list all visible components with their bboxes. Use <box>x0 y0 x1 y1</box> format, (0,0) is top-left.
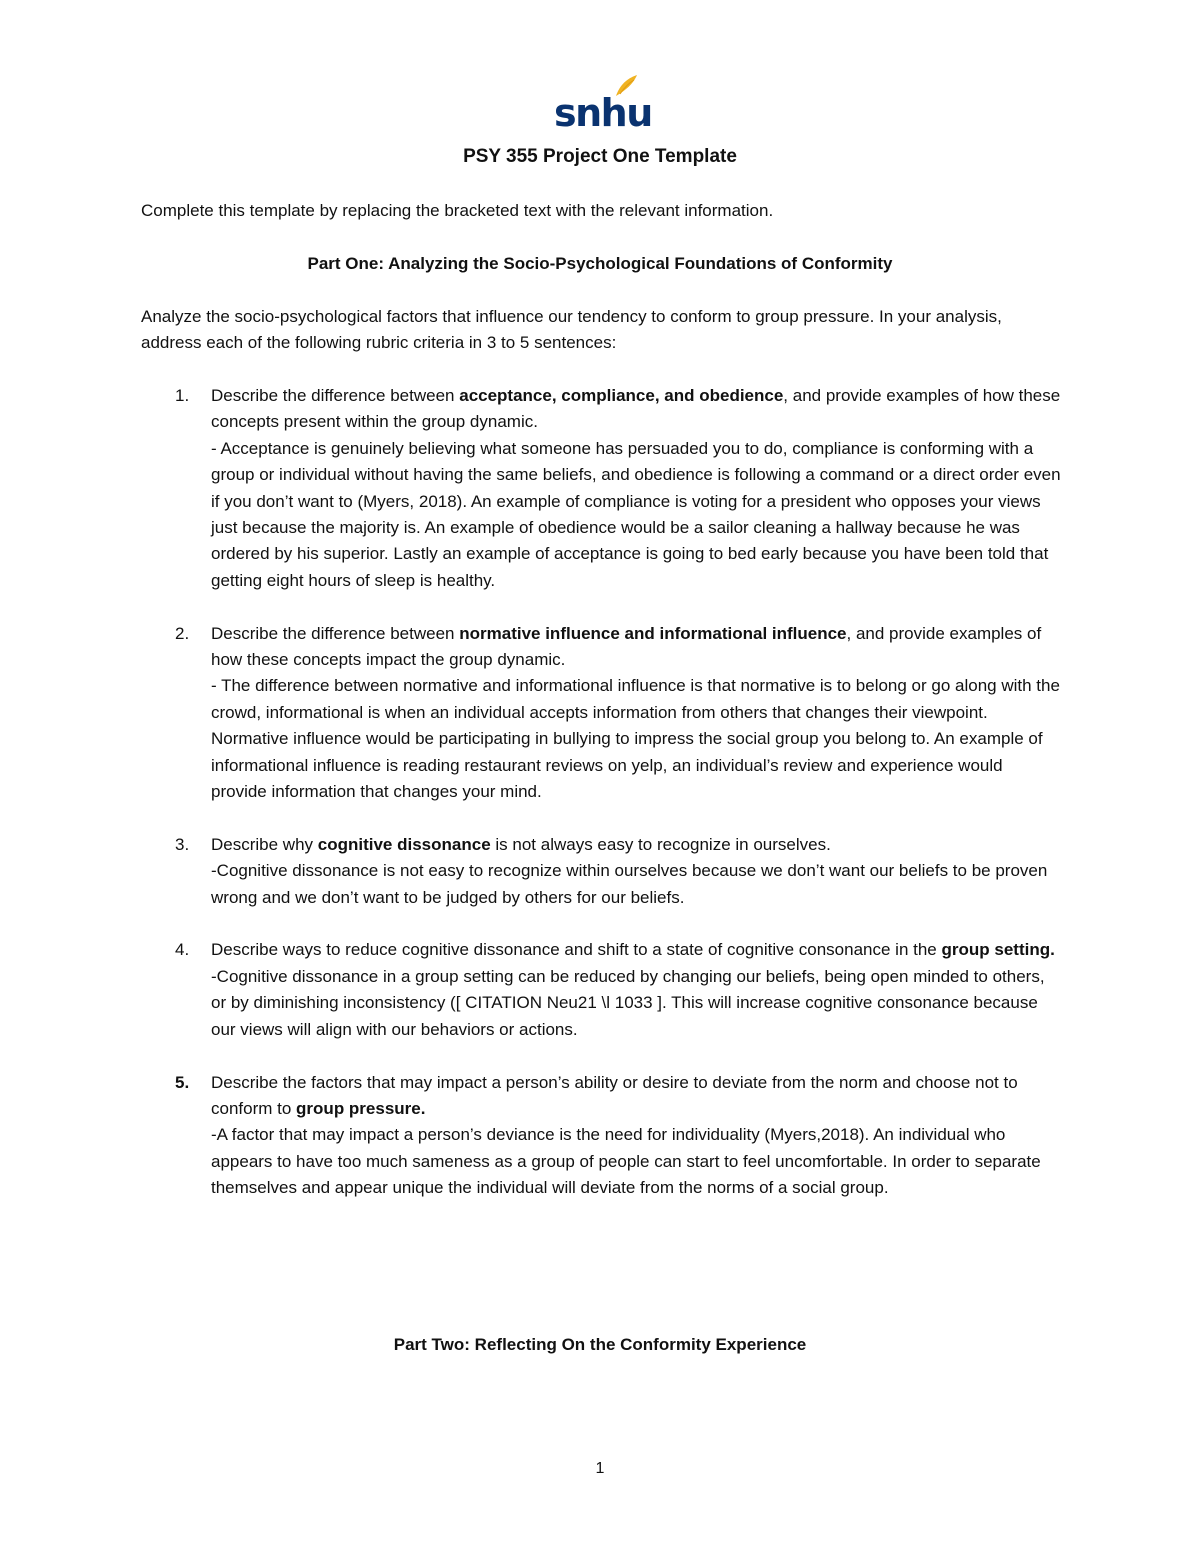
rubric-list <box>141 383 1061 1228</box>
snhu-logo <box>554 74 652 135</box>
item-answer: -A factor that may impact a person’s deviance is the need for individuality (Myers,2018). An individual who appears to have too much sameness as a group of people can start to feel uncomfortable. In order to separate themselves and appear unique the individual will deviate from the norms of a social group. <box>211 1125 1041 1198</box>
item-number: 5. <box>175 1072 190 1092</box>
list-item <box>141 383 1061 594</box>
intro-text: Complete this template by replacing the bracketed text with the relevant information. <box>141 201 774 220</box>
document-title: PSY 355 Project One Template <box>463 146 737 167</box>
part-two-heading: Part Two: Reflecting On the Conformity Experience <box>393 1335 807 1354</box>
item-answer: -Cognitive dissonance is not easy to recognize within ourselves because we don’t want our beliefs to be proven wrong and we don’t want to be judged by others for our beliefs. <box>211 861 1048 907</box>
list-item <box>141 621 1061 806</box>
item-question: Describe why cognitive dissonance is not always easy to recognize in ourselves. <box>211 834 831 854</box>
part-one-heading: Part One: Analyzing the Socio-Psychological Foundations of Conformity <box>307 254 893 273</box>
item-answer: - The difference between normative and informational influence is that normative is to belong or go along with the crowd, informational is when an individual accepts information from others that changes their viewpoint. Normative influence would be participating in bullying to impress the social group you belong to. An example of informational influence is reading restaurant reviews on yelp, an individual’s review and experience would provide information that changes your mind. <box>211 676 1060 802</box>
item-answer: - Acceptance is genuinely believing what someone has persuaded you to do, compliance is conforming with a group or individual without having the same beliefs, and obedience is following a command or a direct order even if you don’t want to (Myers, 2018). An example of compliance is voting for a president who opposes your views just because the majority is. An example of obedience would be a sailor cleaning a hallway because he was ordered by his superior. Lastly an example of acceptance is going to bed early because you have been told that getting eight hours of sleep is healthy. <box>211 438 1061 590</box>
part-one-instructions: Analyze the socio-psychological factors that influence our tendency to conform to group pressure. In your analysis, address each of the following rubric criteria in 3 to 5 sentences: <box>141 307 1002 353</box>
page-number: 1 <box>595 1460 605 1477</box>
list-item <box>141 832 1061 911</box>
item-number: 3. <box>175 834 190 854</box>
list-item <box>141 937 1061 1043</box>
item-number: 1. <box>175 386 190 405</box>
logo-wordmark: snhu <box>554 91 652 135</box>
list-item <box>141 1070 1061 1202</box>
item-question: Describe ways to reduce cognitive dissonance and shift to a state of cognitive consonance in the group setting. <box>211 940 1055 960</box>
item-question: Describe the difference between normative influence and informational influence, and provide examples of how these concepts impact the group dynamic. <box>211 623 1042 670</box>
item-number: 2. <box>175 623 190 643</box>
item-question: Describe the factors that may impact a person’s ability or desire to deviate from the norm and choose not to conform to group pressure. <box>211 1072 1018 1118</box>
item-number: 4. <box>175 940 190 960</box>
item-answer: -Cognitive dissonance in a group setting can be reduced by changing our beliefs, being open minded to others, or by diminishing inconsistency ([ CITATION Neu21 \l 1033 ]. This will increase cognitive consonance because our views will align with our behaviors or actions. <box>211 966 1045 1039</box>
item-question: Describe the difference between acceptance, compliance, and obedience, and provide examples of how these concepts present within the group dynamic. <box>211 386 1061 432</box>
